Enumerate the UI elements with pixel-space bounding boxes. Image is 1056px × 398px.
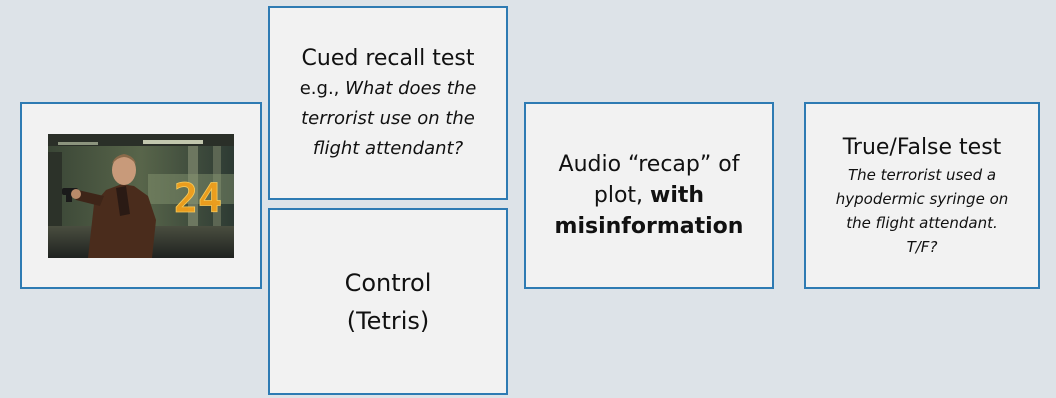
audio-recap-line3: misinformation <box>554 214 744 239</box>
cued-recall-box <box>268 6 508 200</box>
control-line1: Control <box>344 268 432 297</box>
photo-box <box>20 102 262 289</box>
audio-recap-box <box>524 102 774 289</box>
audio-recap-line2 <box>594 180 704 211</box>
cued-recall-example-line1 <box>300 74 477 104</box>
true-false-line3: the flight attendant. <box>846 214 998 232</box>
control-box <box>268 208 508 395</box>
show-still-image <box>48 134 234 258</box>
control-line2: (Tetris) <box>346 306 430 335</box>
true-false-line4: T/F? <box>906 238 938 256</box>
true-false-title: True/False test <box>842 135 1002 160</box>
audio-recap-line1: Audio “recap” of <box>558 152 740 177</box>
true-false-box <box>804 102 1040 289</box>
cued-recall-example-line3: flight attendant? <box>312 137 464 159</box>
audio-recap-line2-plain: plot, <box>593 183 651 208</box>
cued-recall-example-prefix: e.g., <box>299 77 346 99</box>
cued-recall-title: Cued recall test <box>301 45 475 71</box>
cued-recall-example-line2: terrorist use on the <box>301 107 475 129</box>
audio-recap-line2-bold: with <box>650 183 705 208</box>
true-false-line1: The terrorist used a <box>847 166 997 184</box>
true-false-line2: hypodermic syringe on <box>835 190 1009 208</box>
cued-recall-example-text1: What does the <box>345 77 477 99</box>
show-logo-text: 24 <box>173 175 223 222</box>
